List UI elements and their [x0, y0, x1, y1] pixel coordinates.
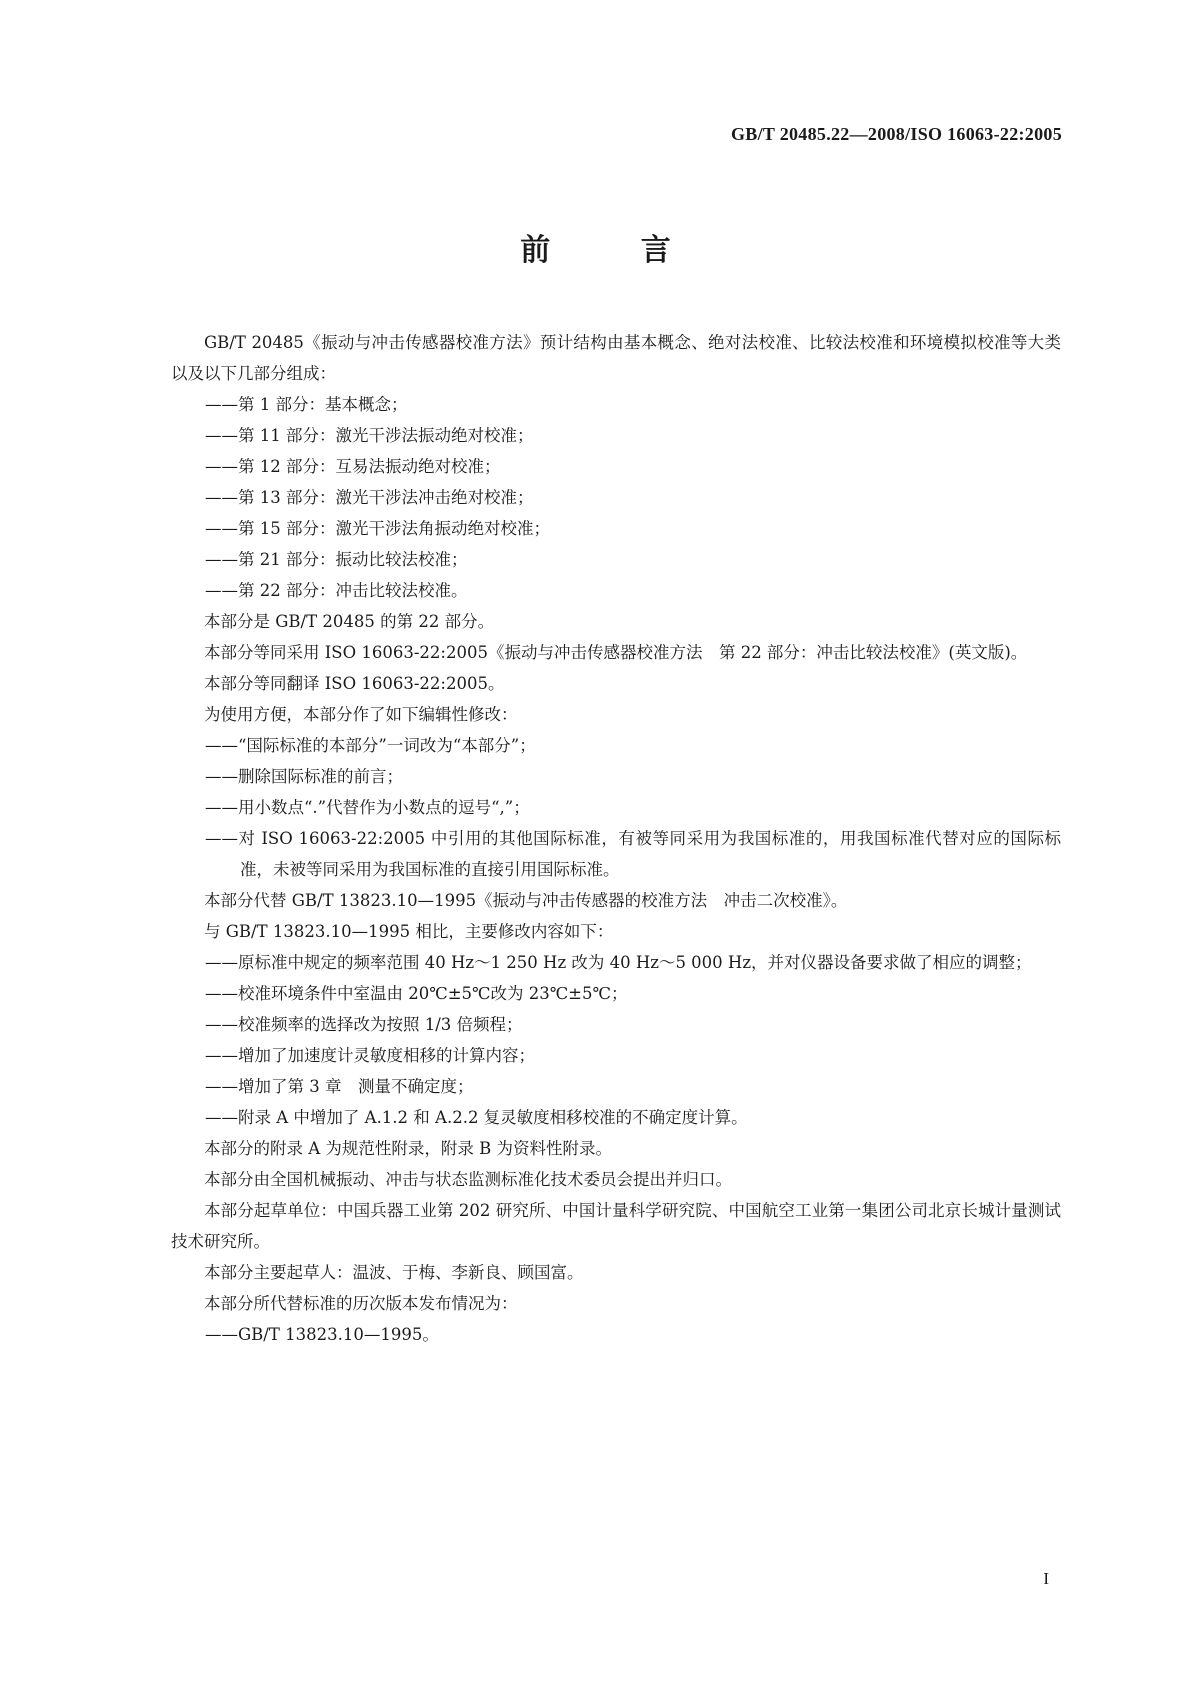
list-item-part: ——第 21 部分：振动比较法校准；: [205, 550, 468, 569]
paragraph-history-intro: 本部分所代替标准的历次版本发布情况为：: [204, 1294, 518, 1313]
list-item-part: ——第 15 部分：激光干涉法角振动绝对校准；: [205, 519, 550, 538]
list-item-change: ——增加了第 3 章 测量不确定度；: [205, 1077, 474, 1096]
list-item-edit: ——删除国际标准的前言；: [205, 767, 403, 786]
paragraph-proposer: 本部分由全国机械振动、冲击与状态监测标准化技术委员会提出并归口。: [204, 1170, 732, 1189]
list-item-part: ——第 11 部分：激光干涉法振动绝对校准；: [205, 426, 534, 445]
list-item-part: ——第 12 部分：互易法振动绝对校准；: [205, 457, 501, 476]
list-item-edit: ——用小数点“.”代替作为小数点的逗号“,”；: [205, 798, 530, 817]
list-item-part: ——第 1 部分：基本概念；: [205, 395, 408, 414]
paragraph-translation: 本部分等同翻译 ISO 16063-22:2005。: [204, 674, 505, 693]
list-item-part: ——第 22 部分：冲击比较法校准。: [205, 581, 468, 600]
page-number: I: [1043, 1569, 1049, 1588]
list-item-edit: ——“国际标准的本部分”一词改为“本部分”；: [205, 736, 536, 755]
list-item-change: ——校准环境条件中室温由 20℃±5℃改为 23℃±5℃；: [205, 984, 628, 1003]
list-item-change: ——增加了加速度计灵敏度相移的计算内容；: [205, 1046, 535, 1065]
page-title: 前 言: [520, 233, 711, 268]
list-item-history: ——GB/T 13823.10—1995。: [205, 1325, 439, 1344]
paragraph-adoption: 本部分等同采用 ISO 16063-22:2005《振动与冲击传感器校准方法 第 22 部分：冲击比较法校准》(英文版)。: [204, 643, 1028, 662]
list-item-edit: ——对 ISO 16063-22:2005 中引用的其他国际标准，有被等同采用为我国标准的，用我国标准代替对应的国际标准，未被等同采用为我国标准的直接引用国际标准。: [205, 829, 1061, 879]
paragraph-replaces: 本部分代替 GB/T 13823.10—1995《振动与冲击传感器的校准方法 冲击二次校准》。: [204, 891, 848, 910]
paragraph-edits-intro: 为使用方便，本部分作了如下编辑性修改：: [204, 705, 518, 724]
paragraph-drafters: 本部分主要起草人：温波、于梅、李新良、顾国富。: [204, 1263, 584, 1282]
paragraph-changes-intro: 与 GB/T 13823.10—1995 相比，主要修改内容如下：: [204, 922, 614, 941]
list-item-change: ——校准频率的选择改为按照 1/3 倍频程；: [205, 1015, 523, 1034]
list-item-change: ——附录 A 中增加了 A.1.2 和 A.2.2 复灵敏度相移校准的不确定度计算。: [205, 1108, 748, 1127]
foreword-body: [171, 327, 1061, 1350]
list-item-part: ——第 13 部分：激光干涉法冲击绝对校准；: [205, 488, 534, 507]
paragraph-part-of: 本部分是 GB/T 20485 的第 22 部分。: [204, 612, 495, 631]
list-item-change: ——原标准中规定的频率范围 40 Hz～1 250 Hz 改为 40 Hz～5 000 Hz，并对仪器设备要求做了相应的调整；: [205, 953, 1032, 972]
paragraph-structure: GB/T 20485《振动与冲击传感器校准方法》预计结构由基本概念、绝对法校准、比较法校准和环境模拟校准等大类以及以下几部分组成：: [171, 333, 1061, 383]
document-id-header: GB/T 20485.22—2008/ISO 16063-22:2005: [731, 124, 1062, 144]
paragraph-drafting-units: 本部分起草单位：中国兵器工业第 202 研究所、中国计量科学研究院、中国航空工业第一集团公司北京长城计量测试技术研究所。: [171, 1201, 1061, 1251]
paragraph-annexes: 本部分的附录 A 为规范性附录，附录 B 为资料性附录。: [204, 1139, 613, 1158]
